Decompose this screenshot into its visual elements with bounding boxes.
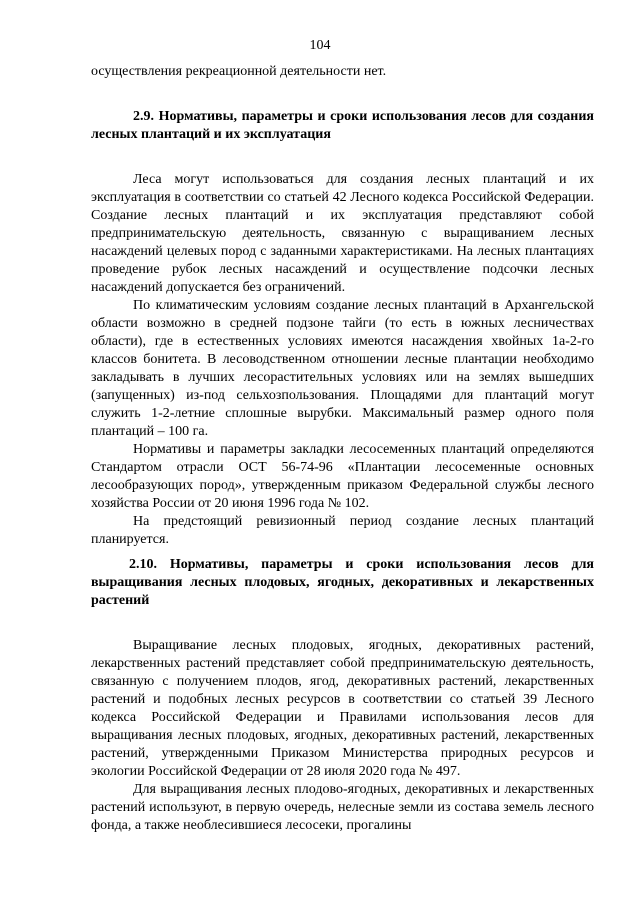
section-2-10-paragraph-1: Выращивание лесных плодовых, ягодных, декоративных растений, лекарственных растений представляет собой предпринимательскую деятельность, связанную с получением плодов, ягод, декоративных растений, лекарственных растений и подобных лесных ресурсов в соответствии со статьей 39 Лесного кодекса Российской Федерации и Правилами использования лесов для выращивания лесных плодовых, ягодных, декоративных растений, лекарственных растений, утвержденными Приказом Министерства природных ресурсов и экологии Российской Федерации от 28 июля 2020 года № 497. bbox=[91, 638, 594, 779]
section-2-10-body bbox=[91, 637, 594, 835]
section-2-10-heading: 2.10. Нормативы, параметры и сроки использования лесов для выращивания лесных плодовых, ягодных, декоративных и лекарственных растений bbox=[91, 557, 594, 608]
carryover-line: осуществления рекреационной деятельности нет. bbox=[91, 64, 387, 79]
section-2-9-heading: 2.9. Нормативы, параметры и сроки использования лесов для создания лесных плантаций и их эксплуатация bbox=[91, 109, 594, 142]
section-2-9-heading-block bbox=[91, 108, 594, 144]
section-2-9-paragraph-4: На предстоящий ревизионный период создание лесных плантаций планируется. bbox=[91, 514, 594, 547]
section-2-9-paragraph-1: Леса могут использоваться для создания лесных плантаций и их эксплуатация в соответствии со статьей 42 Лесного кодекса Российской Федерации. Создание лесных плантаций и их эксплуатация представляют собой предпринимательскую деятельность, связанную с выращиванием лесных насаждений целевых пород с заданными характеристиками. На лесных плантациях проведение рубок лесных насаждений и осуществление подсочки лесных насаждений допускается без ограничений. bbox=[91, 172, 594, 295]
page-number: 104 bbox=[309, 38, 331, 53]
section-2-10-heading-block bbox=[91, 556, 594, 610]
carryover-text-block bbox=[91, 63, 594, 81]
section-2-10-paragraph-2: Для выращивания лесных плодово-ягодных, декоративных и лекарственных растений используют, в первую очередь, нелесные земли из состава земель лесного фонда, а также необлесившиеся лесосеки, прогалины bbox=[91, 782, 594, 833]
section-2-9-paragraph-2: По климатическим условиям создание лесных плантаций в Архангельской области возможно в средней подзоне тайги (то есть в южных лесничествах области), где в естественных условиях имеются насаждения хвойных 1а-2-го классов бонитета. В лесоводственном отношении лесные плантации необходимо закладывать в лучших лесорастительных условиях или на землях вышедших (запущенных) из-под сельхозпользования. Площадями для плантаций могут служить 1-2-летние сплошные вырубки. Максимальный размер одного поля плантаций – 100 га. bbox=[91, 298, 594, 439]
section-2-9-paragraph-3: Нормативы и параметры закладки лесосеменных плантаций определяются Стандартом отрасли ОСТ 56-74-96 «Плантации лесосеменные основных лесообразующих пород», утвержденным приказом Федеральной службы лесного хозяйства России от 20 июня 1996 года № 102. bbox=[91, 442, 594, 511]
section-2-9-body bbox=[91, 171, 594, 549]
